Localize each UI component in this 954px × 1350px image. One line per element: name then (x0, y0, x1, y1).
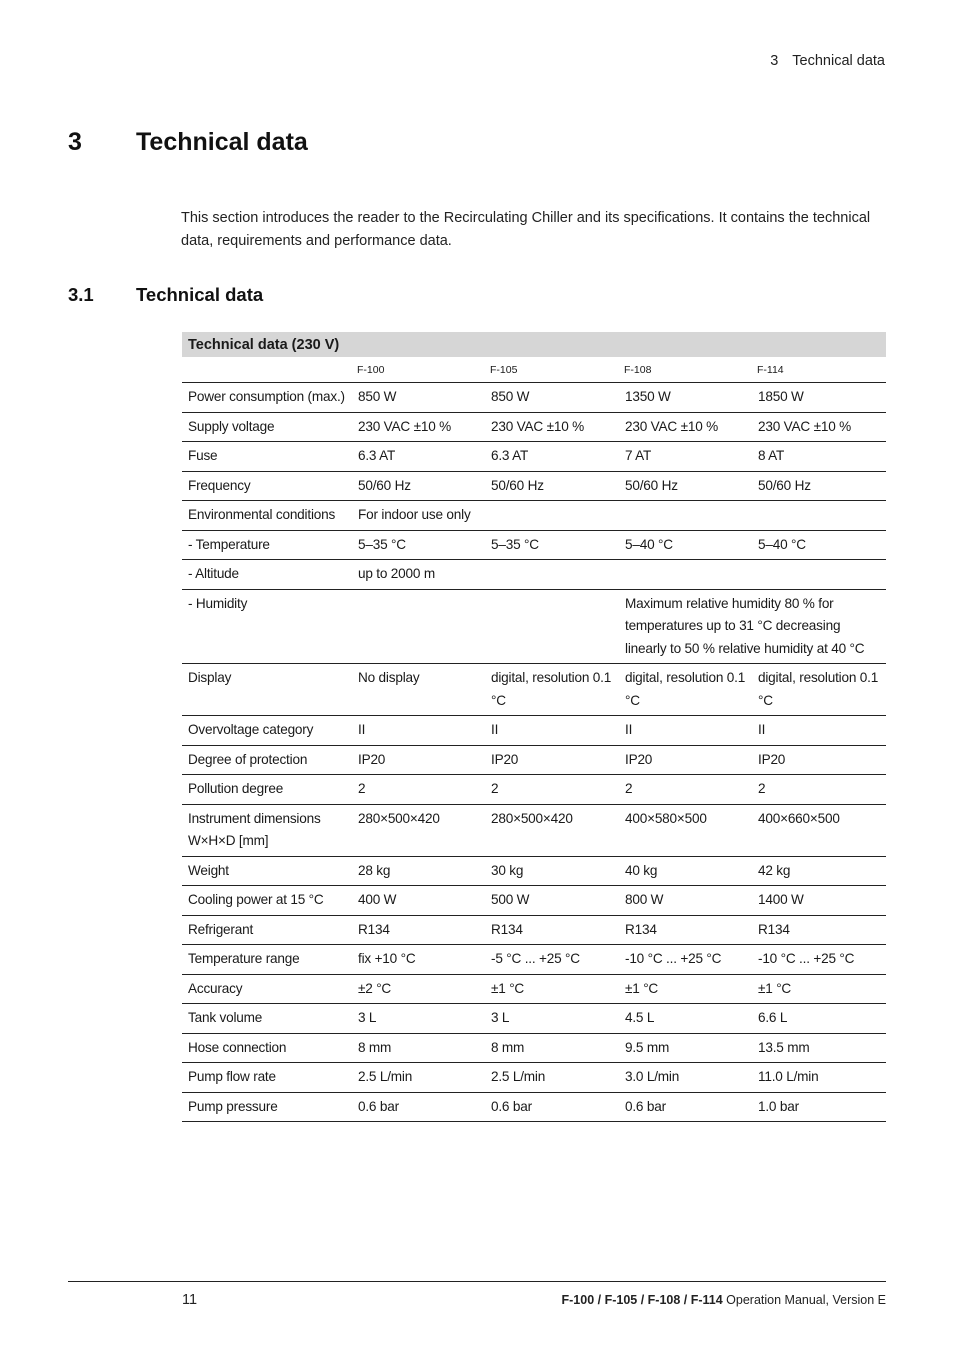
section-number: 3.1 (68, 284, 94, 305)
cell-value: R134 (620, 915, 753, 945)
footer-doc-label: Operation Manual, Version E (726, 1293, 886, 1307)
cell-empty (353, 589, 486, 664)
cell-value: 230 VAC ±10 % (620, 412, 753, 442)
cell-value: 50/60 Hz (620, 471, 753, 501)
cell-value: 3 L (486, 1004, 620, 1034)
cell-value: 400×660×500 (753, 804, 886, 856)
cell-value: 3.0 L/min (620, 1063, 753, 1093)
intro-paragraph: This section introduces the reader to the Recirculating Chiller and its specifications. It contains the technical data, requirements and performance data. (181, 210, 871, 249)
cell-value: digital, resolution 0.1 °C (486, 664, 620, 716)
cell-value: 1400 W (753, 886, 886, 916)
cell-value: 400 W (353, 886, 486, 916)
cell-value: 5–35 °C (353, 530, 486, 560)
footer-document-title (562, 1293, 887, 1307)
cell-value: 230 VAC ±10 % (486, 412, 620, 442)
cell-value: II (620, 716, 753, 746)
cell-value: ±1 °C (753, 974, 886, 1004)
cell-value: 50/60 Hz (486, 471, 620, 501)
table-row (182, 974, 886, 1004)
page-number: 11 (182, 1292, 198, 1308)
row-label: Power consumption (max.) (182, 383, 353, 413)
table-row (182, 412, 886, 442)
row-label: - Temperature (182, 530, 353, 560)
table-row (182, 530, 886, 560)
table-title: Technical data (230 V) (182, 332, 886, 357)
row-label: Pump pressure (182, 1092, 353, 1122)
section-title (68, 284, 263, 306)
model-header: F-114 (753, 357, 886, 383)
cell-value: fix +10 °C (353, 945, 486, 975)
cell-value: 4.5 L (620, 1004, 753, 1034)
cell-value: ±1 °C (486, 974, 620, 1004)
cell-value: 6.6 L (753, 1004, 886, 1034)
cell-value: No display (353, 664, 486, 716)
cell-value: 2.5 L/min (353, 1063, 486, 1093)
table-row (182, 560, 886, 590)
cell-value: 1350 W (620, 383, 753, 413)
table-row (182, 442, 886, 472)
table-row (182, 886, 886, 916)
chapter-title (68, 128, 308, 157)
table-row (182, 501, 886, 531)
cell-value: II (353, 716, 486, 746)
cell-value: IP20 (753, 745, 886, 775)
table-row (182, 804, 886, 856)
row-label: Instrument dimensions W×H×D [mm] (182, 804, 353, 856)
row-label: Frequency (182, 471, 353, 501)
cell-value: 1850 W (753, 383, 886, 413)
table-row (182, 1004, 886, 1034)
cell-value: 50/60 Hz (753, 471, 886, 501)
cell-value: Maximum relative humidity 80 % for temperatures up to 31 °C decreasing linearly to 50 % relative humidity at 40 °C (620, 589, 886, 664)
row-label: - Altitude (182, 560, 353, 590)
cell-value: up to 2000 m (353, 560, 886, 590)
cell-value: IP20 (486, 745, 620, 775)
table-row (182, 383, 886, 413)
table-row (182, 945, 886, 975)
table-title-row (182, 332, 886, 357)
cell-value: IP20 (353, 745, 486, 775)
chapter-number: 3 (68, 128, 82, 156)
cell-value: 8 mm (353, 1033, 486, 1063)
cell-value: 40 kg (620, 856, 753, 886)
table-row (182, 1033, 886, 1063)
cell-value: 28 kg (353, 856, 486, 886)
cell-value: 7 AT (620, 442, 753, 472)
table-row (182, 471, 886, 501)
cell-value: ±1 °C (620, 974, 753, 1004)
cell-value: 2 (353, 775, 486, 805)
cell-value: 13.5 mm (753, 1033, 886, 1063)
cell-value: 280×500×420 (486, 804, 620, 856)
cell-value: 30 kg (486, 856, 620, 886)
cell-value: 850 W (486, 383, 620, 413)
technical-data-table (182, 332, 886, 1122)
cell-value: 5–40 °C (753, 530, 886, 560)
cell-value: 3 L (353, 1004, 486, 1034)
cell-value: R134 (753, 915, 886, 945)
cell-value: 8 mm (486, 1033, 620, 1063)
cell-value: 400×580×500 (620, 804, 753, 856)
row-label: Temperature range (182, 945, 353, 975)
cell-value: 0.6 bar (620, 1092, 753, 1122)
cell-value: 42 kg (753, 856, 886, 886)
cell-value: 2.5 L/min (486, 1063, 620, 1093)
row-label: Fuse (182, 442, 353, 472)
cell-value: IP20 (620, 745, 753, 775)
table-body (182, 383, 886, 1122)
cell-value: II (753, 716, 886, 746)
cell-value: 11.0 L/min (753, 1063, 886, 1093)
row-label: Hose connection (182, 1033, 353, 1063)
cell-value: 5–35 °C (486, 530, 620, 560)
table-row (182, 915, 886, 945)
model-header-empty (182, 357, 353, 383)
cell-value: 800 W (620, 886, 753, 916)
cell-value: 6.3 AT (353, 442, 486, 472)
cell-value: 50/60 Hz (353, 471, 486, 501)
cell-value: ±2 °C (353, 974, 486, 1004)
table-row (182, 745, 886, 775)
cell-value: For indoor use only (353, 501, 886, 531)
chapter-title-text: Technical data (136, 128, 308, 156)
cell-value: 0.6 bar (353, 1092, 486, 1122)
row-label: - Humidity (182, 589, 353, 664)
cell-value: 0.6 bar (486, 1092, 620, 1122)
row-label: Degree of protection (182, 745, 353, 775)
cell-value: -5 °C ... +25 °C (486, 945, 620, 975)
cell-value: 230 VAC ±10 % (753, 412, 886, 442)
footer-models: F-100 / F-105 / F-108 / F-114 (561, 1293, 723, 1307)
cell-value: digital, resolution 0.1 °C (753, 664, 886, 716)
row-label: Weight (182, 856, 353, 886)
running-header-chapter-label: Technical data (792, 53, 885, 69)
model-header: F-100 (353, 357, 486, 383)
row-label: Display (182, 664, 353, 716)
cell-value: 9.5 mm (620, 1033, 753, 1063)
table-row (182, 775, 886, 805)
row-label: Refrigerant (182, 915, 353, 945)
cell-value: 5–40 °C (620, 530, 753, 560)
cell-value: digital, resolution 0.1 °C (620, 664, 753, 716)
cell-empty (486, 589, 620, 664)
cell-value: 2 (620, 775, 753, 805)
table-row (182, 1092, 886, 1122)
cell-value: R134 (353, 915, 486, 945)
row-label: Pump flow rate (182, 1063, 353, 1093)
cell-value: 2 (753, 775, 886, 805)
row-label: Supply voltage (182, 412, 353, 442)
row-label: Cooling power at 15 °C (182, 886, 353, 916)
cell-value: 2 (486, 775, 620, 805)
running-header-chapter-number: 3 (770, 53, 779, 69)
cell-value: 8 AT (753, 442, 886, 472)
table-row (182, 856, 886, 886)
row-label: Pollution degree (182, 775, 353, 805)
table-row (182, 664, 886, 716)
model-header-row (182, 357, 886, 383)
table-row (182, 1063, 886, 1093)
running-header (770, 53, 885, 69)
cell-value: R134 (486, 915, 620, 945)
row-label: Overvoltage category (182, 716, 353, 746)
cell-value: 1.0 bar (753, 1092, 886, 1122)
table-row (182, 716, 886, 746)
row-label: Environmental conditions (182, 501, 353, 531)
row-label: Accuracy (182, 974, 353, 1004)
cell-value: II (486, 716, 620, 746)
section-title-text: Technical data (136, 284, 264, 305)
cell-value: -10 °C ... +25 °C (620, 945, 753, 975)
cell-value: 6.3 AT (486, 442, 620, 472)
model-header: F-105 (486, 357, 620, 383)
cell-value: 280×500×420 (353, 804, 486, 856)
cell-value: 230 VAC ±10 % (353, 412, 486, 442)
model-header: F-108 (620, 357, 753, 383)
cell-value: 850 W (353, 383, 486, 413)
table-row (182, 589, 886, 664)
footer-divider (68, 1281, 886, 1282)
cell-value: 500 W (486, 886, 620, 916)
cell-value: -10 °C ... +25 °C (753, 945, 886, 975)
row-label: Tank volume (182, 1004, 353, 1034)
